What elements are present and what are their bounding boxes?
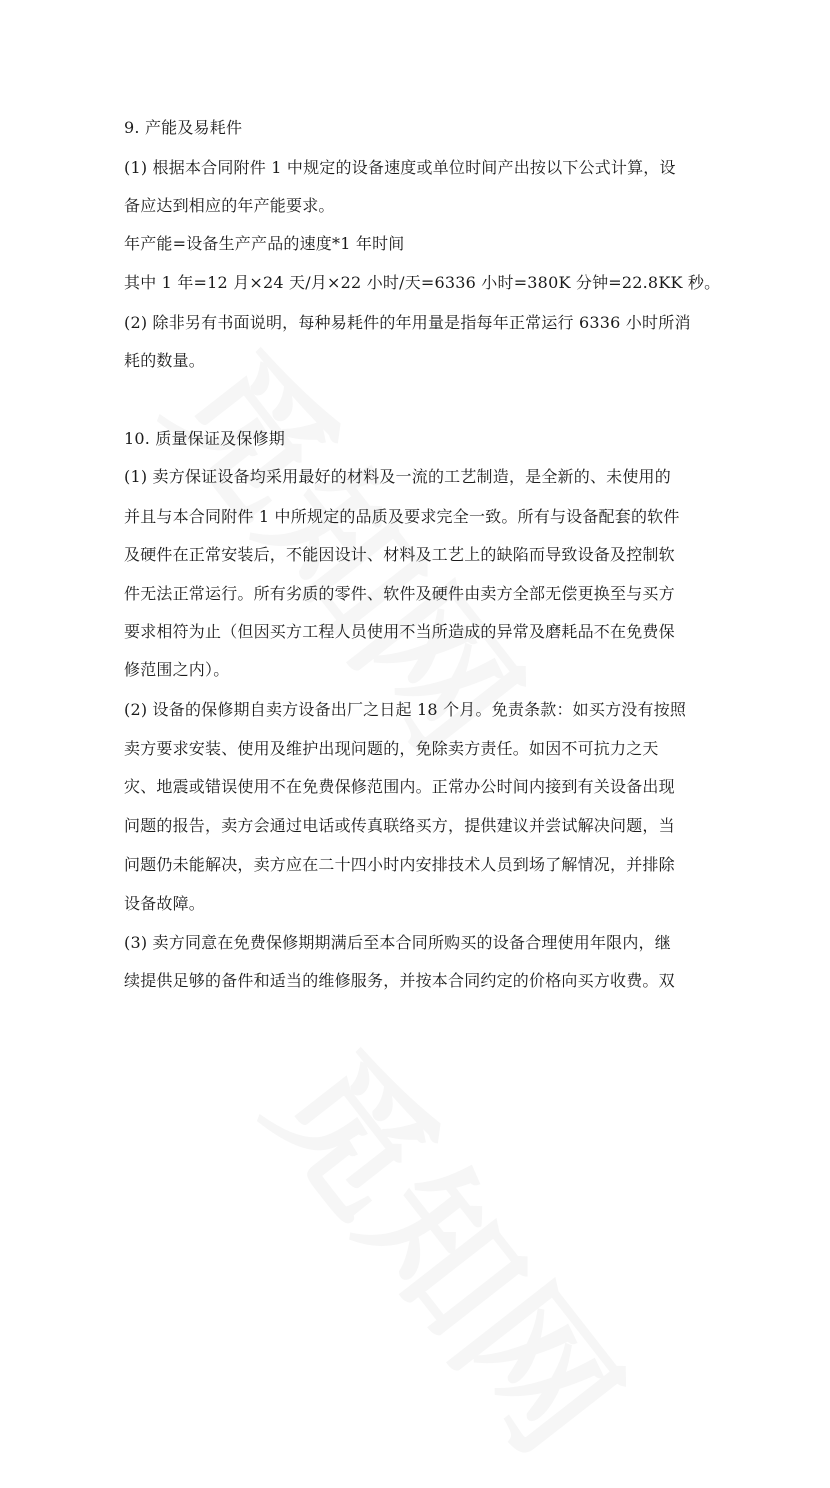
section-10-p2-line: 问题的报告，卖方会通过电话或传真联络买方，提供建议并尝试解决问题，当 <box>124 816 675 835</box>
section-10-p2-line: (2) 设备的保修期自卖方设备出厂之日起 18 个月。免责条款：如买方没有按照 <box>124 700 687 719</box>
section-9-heading: 9. 产能及易耗件 <box>124 118 243 137</box>
section-10-p1-line: 并且与本合同附件 1 中所规定的品质及要求完全一致。所有与设备配套的软件 <box>124 507 680 526</box>
section-10-p1-line: (1) 卖方保证设备均采用最好的材料及一流的工艺制造，是全新的、未使用的 <box>124 467 671 486</box>
section-10-heading: 10. 质量保证及保修期 <box>124 429 285 448</box>
section-9-p2-line-2: 耗的数量。 <box>124 351 206 370</box>
watermark <box>230 1000 677 1488</box>
section-9-p1-line-2: 备应达到相应的年产能要求。 <box>124 196 335 215</box>
section-9-formula: 年产能=设备生产产品的速度*1 年时间 <box>124 234 405 253</box>
section-10-p3-line: (3) 卖方同意在免费保修期期满后至本合同所购买的设备合理使用年限内，继 <box>124 933 671 952</box>
section-10-p2-line: 卖方要求安装、使用及维护出现问题的，免除卖方责任。如因不可抗力之天 <box>124 739 659 758</box>
section-10-p1-line: 修范围之内）。 <box>124 660 230 679</box>
section-9-calc: 其中 1 年=12 月×24 天/月×22 小时/天=6336 小时=380K 分钟=22.8KK 秒。 <box>124 273 721 292</box>
section-10-p2-line: 问题仍未能解决，卖方应在二十四小时内安排技术人员到场了解情况，并排除 <box>124 855 675 874</box>
section-10-p2-line: 设备故障。 <box>124 894 206 913</box>
section-10-p2-line: 灾、地震或错误使用不在免费保修范围内。正常办公时间内接到有关设备出现 <box>124 777 675 796</box>
section-9-p1-line-1: (1) 根据本合同附件 1 中规定的设备速度或单位时间产出按以下公式计算，设 <box>124 158 676 177</box>
section-10-p3-line: 续提供足够的备件和适当的维修服务，并按本合同约定的价格向买方收费。双 <box>124 971 675 990</box>
section-10-p1-line: 件无法正常运行。所有劣质的零件、软件及硬件由卖方全部无偿更换至与买方 <box>124 584 675 603</box>
section-10-p1-line: 及硬件在正常安装后，不能因设计、材料及工艺上的缺陷而导致设备及控制软 <box>124 545 675 564</box>
section-10-p1-line: 要求相符为止（但因买方工程人员使用不当所造成的异常及磨耗品不在免费保 <box>124 622 675 641</box>
section-9-p2-line-1: (2) 除非另有书面说明，每种易耗件的年用量是指每年正常运行 6336 小时所消 <box>124 313 691 332</box>
